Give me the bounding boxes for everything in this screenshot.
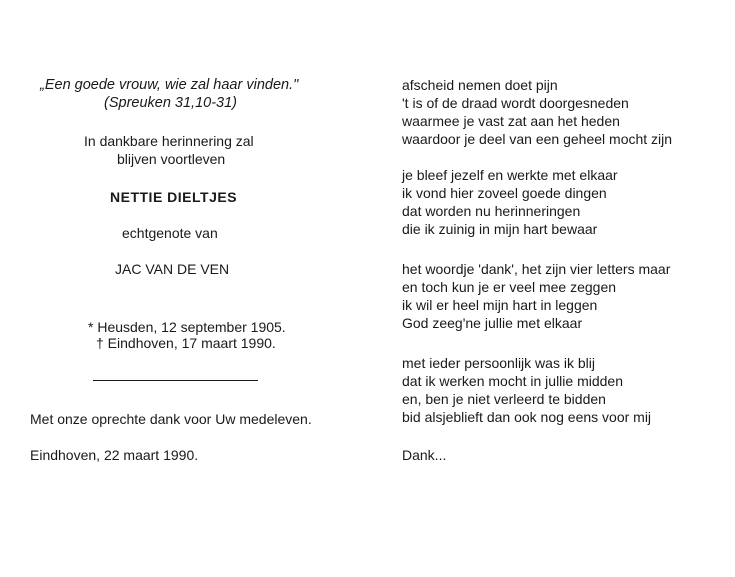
spouse-label: echtgenote van	[122, 225, 218, 241]
place-date-line: Eindhoven, 22 maart 1990.	[30, 447, 199, 463]
deceased-name: NETTIE DIELTJES	[110, 189, 238, 205]
poem-closing: Dank...	[402, 447, 447, 463]
bible-reference: (Spreuken 31,10-31)	[104, 95, 237, 111]
poem-line: het woordje 'dank', het zijn vier letters maar	[402, 261, 671, 277]
poem-line: en, ben je niet verleerd te bidden	[402, 391, 606, 407]
poem-line: waarmee je vast zat aan het heden	[402, 113, 620, 129]
poem-line: bid alsjeblieft dan ook nog eens voor mij	[402, 409, 652, 425]
memory-line-2: blijven voortleven	[117, 151, 226, 167]
death-line: † Eindhoven, 17 maart 1990.	[96, 335, 276, 351]
poem-line: ik wil er heel mijn hart in leggen	[402, 297, 598, 313]
poem-line: die ik zuinig in mijn hart bewaar	[402, 221, 598, 237]
poem-line: God zeeg'ne jullie met elkaar	[402, 315, 583, 331]
poem-line: dat worden nu herinneringen	[402, 203, 581, 219]
poem-line: afscheid nemen doet pijn	[402, 77, 558, 93]
poem-line: en toch kun je er veel mee zeggen	[402, 279, 617, 295]
memory-line-1: In dankbare herinnering zal	[84, 133, 254, 149]
spouse-name: JAC VAN DE VEN	[115, 261, 230, 277]
divider-rule	[93, 380, 258, 381]
thanks-line: Met onze oprechte dank voor Uw medeleven.	[30, 411, 312, 427]
poem-line: met ieder persoonlijk was ik blij	[402, 355, 595, 371]
poem-line: 't is of de draad wordt doorgesneden	[402, 95, 629, 111]
poem-line: waardoor je deel van een geheel mocht zijn	[402, 131, 673, 147]
bible-quote: „Een goede vrouw, wie zal haar vinden."	[40, 77, 299, 93]
birth-line: * Heusden, 12 september 1905.	[88, 319, 286, 335]
poem-line: dat ik werken mocht in jullie midden	[402, 373, 623, 389]
poem-line: ik vond hier zoveel goede dingen	[402, 185, 607, 201]
poem-line: je bleef jezelf en werkte met elkaar	[402, 167, 618, 183]
